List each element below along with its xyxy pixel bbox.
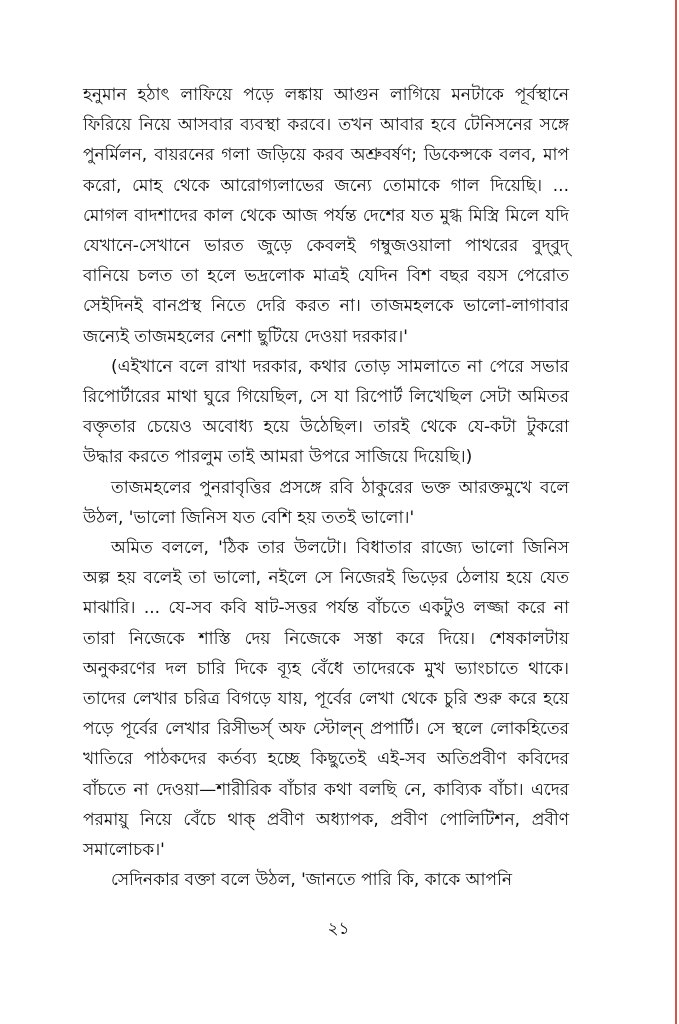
paragraph-amit-speech: অমিত বললে, 'ঠিক তার উলটো। বিধাতার রাজ্যে ভালো জিনিস অল্প হয় বলেই তা ভালো, নইলে সে নিজেরই ভিড়ের ঠেলায় হয়ে যেত মাঝারি। ... যে-সব কবি ষাট-সত্তর পর্যন্ত বাঁচতে একটুও লজ্জা করে না তারা নিজেকে শাস্তি দেয় নিজেকে সস্তা করে দিয়ে। শেষকালটায় অনুকরণের দল চারি দিকে ব্যূহ বেঁধে তাদেরকে মুখ ভ্যাংচাতে থাকে। তাদের লেখার চরিত্র বিগড়ে যায়, পূর্বের লেখা থেকে চুরি শুরু করে হয়ে পড়ে পূর্বের লেখার রিসীভর্স্ অফ স্টোল্‌ন্ প্রপার্টি। সে স্থলে লোকহিতের খাতিরে পাঠকদের কর্তব্য হচ্ছে কিছুতেই এই-সব অতিপ্রবীণ কবিদের বাঁচতে না দেওয়া—শারীরিক বাঁচার কথা বলছি নে, কাব্যিক বাঁচা। এদের পরমায়ু নিয়ে বেঁচে থাক্ প্রবীণ অধ্যাপক, প্রবীণ পোলিটিশন, প্রবীণ সমালোচক।': [83, 538, 569, 861]
paragraph-reporter-note: (এইখানে বলে রাখা দরকার, কথার তোড় সামলাতে না পেরে সভার রিপোর্টারের মাথা ঘুরে গিয়েছিল, সে যা রিপোর্ট লিখেছিল সেটা অমিতর বক্তৃতার চেয়েও অবোধ্য হয়ে উঠেছিল। তারই থেকে যে-কটা টুকরো উদ্ধার করতে পারলুম তাই আমরা উপরে সাজিয়ে দিয়েছি।): [83, 356, 569, 468]
page-number: ২১: [327, 919, 350, 939]
paragraph-devotee-reply: তাজমহলের পুনরাবৃত্তির প্রসঙ্গে রবি ঠাকুরের ভক্ত আরক্তমুখে বলে উঠল, 'ভালো জিনিস যত বেশি হয় ততই ভালো।': [83, 477, 569, 528]
page-body: [83, 80, 569, 895]
paragraph-continuation: হনুমান হঠাৎ লাফিয়ে পড়ে লঙ্কায় আগুন লাগিয়ে মনটাকে পূর্বস্থানে ফিরিয়ে নিয়ে আসবার ব্যবস্থা করবে। তখন আবার হবে টেনিসনের সঙ্গে পুনর্মিলন, বায়রনের গলা জড়িয়ে করব অশ্রুবর্ষণ; ডিকেন্সকে বলব, মাপ করো, মোহ থেকে আরোগ্যলাভের জন্যে তোমাকে গাল দিয়েছি। ... মোগল বাদশাদের কাল থেকে আজ পর্যন্ত দেশের যত মুগ্ধ মিস্ত্রি মিলে যদি যেখানে-সেখানে ভারত জুড়ে কেবলই গম্বুজওয়ালা পাথরের বুদ্‌বুদ্ বানিয়ে চলত তা হলে ভদ্রলোক মাত্রই যেদিন বিশ বছর বয়স পেরোত সেইদিনই বানপ্রস্থ নিতে দেরি করত না। তাজমহলকে ভালো-লাগাবার জন্যেই তাজমহলের নেশা ছুটিয়ে দেওয়া দরকার।': [83, 85, 569, 347]
paragraph-speaker-question: সেদিনকার বক্তা বলে উঠল, 'জানতে পারি কি, কাকে আপনি: [111, 870, 513, 891]
